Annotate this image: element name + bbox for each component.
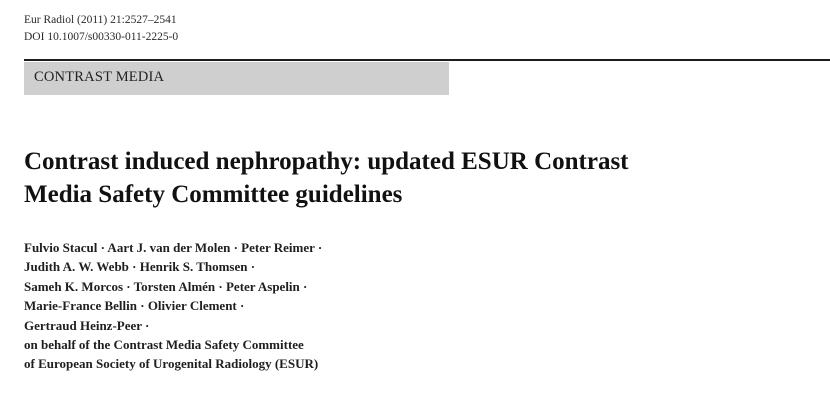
author-line: Gertraud Heinz-Peer ·	[24, 317, 150, 333]
author-line: of European Society of Urogenital Radiology (ESUR)	[24, 356, 319, 372]
section-label: CONTRAST MEDIA	[34, 69, 165, 85]
author-line: Marie-France Bellin · Olivier Clement ·	[24, 298, 245, 314]
header-rule	[24, 59, 830, 61]
author-line: on behalf of the Contrast Media Safety Committee	[24, 337, 304, 353]
author-line: Judith A. W. Webb · Henrik S. Thomsen ·	[24, 259, 256, 275]
article-title	[24, 145, 814, 211]
author-line: Fulvio Stacul · Aart J. van der Molen · Peter Reimer ·	[24, 240, 323, 255]
author-list	[24, 238, 322, 374]
section-band	[24, 62, 449, 95]
doi-line: DOI 10.1007/s00330-011-2225-0	[24, 31, 179, 43]
title-line: Media Safety Committee guidelines	[24, 181, 403, 208]
title-line: Contrast induced nephropathy: updated ESUR Contrast	[24, 148, 629, 175]
author-line: Sameh K. Morcos · Torsten Almén · Peter Aspelin ·	[24, 278, 308, 294]
journal-citation: Eur Radiol (2011) 21:2527–2541	[24, 14, 177, 26]
citation-block	[24, 12, 178, 46]
